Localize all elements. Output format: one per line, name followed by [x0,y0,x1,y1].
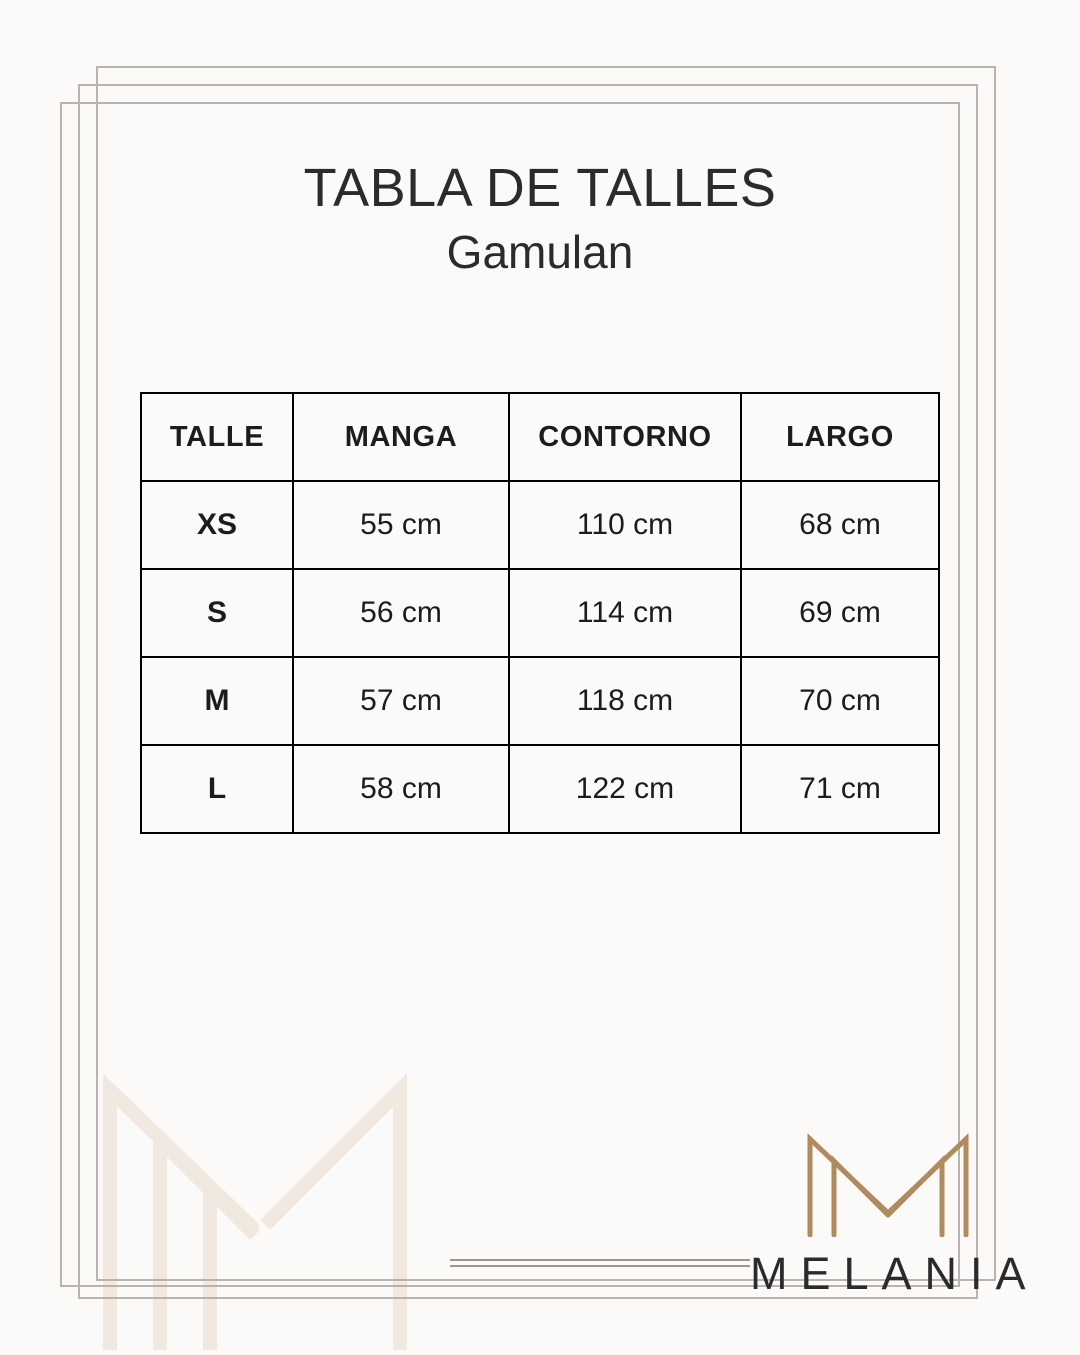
page-title-block [0,160,1080,277]
cell-manga: 58 cm [293,745,509,833]
column-header-manga: MANGA [293,393,509,481]
brand-monogram-icon [738,1127,1038,1242]
column-header-talle: TALLE [141,393,293,481]
cell-contorno: 118 cm [509,657,741,745]
page-subtitle: Gamulan [446,225,634,278]
cell-manga: 56 cm [293,569,509,657]
brand-divider-upper [450,1259,750,1261]
table-row [141,657,939,745]
column-header-contorno: CONTORNO [509,393,741,481]
table-row [141,745,939,833]
cell-largo: 70 cm [741,657,939,745]
cell-largo: 71 cm [741,745,939,833]
brand-divider-lower [450,1265,750,1267]
cell-talle: L [141,745,293,833]
table-row [141,481,939,569]
cell-largo: 69 cm [741,569,939,657]
cell-talle: XS [141,481,293,569]
cell-contorno: 122 cm [509,745,741,833]
brand-name: MELANIA [750,1248,1039,1299]
cell-talle: S [141,569,293,657]
cell-contorno: 114 cm [509,569,741,657]
cell-manga: 57 cm [293,657,509,745]
cell-manga: 55 cm [293,481,509,569]
table-header-row [141,393,939,481]
cell-largo: 68 cm [741,481,939,569]
cell-contorno: 110 cm [509,481,741,569]
page-title: TABLA DE TALLES [303,158,777,218]
size-chart-table [140,392,940,834]
table-row [141,569,939,657]
column-header-largo: LARGO [741,393,939,481]
cell-talle: M [141,657,293,745]
brand-logo [738,1127,1038,1300]
